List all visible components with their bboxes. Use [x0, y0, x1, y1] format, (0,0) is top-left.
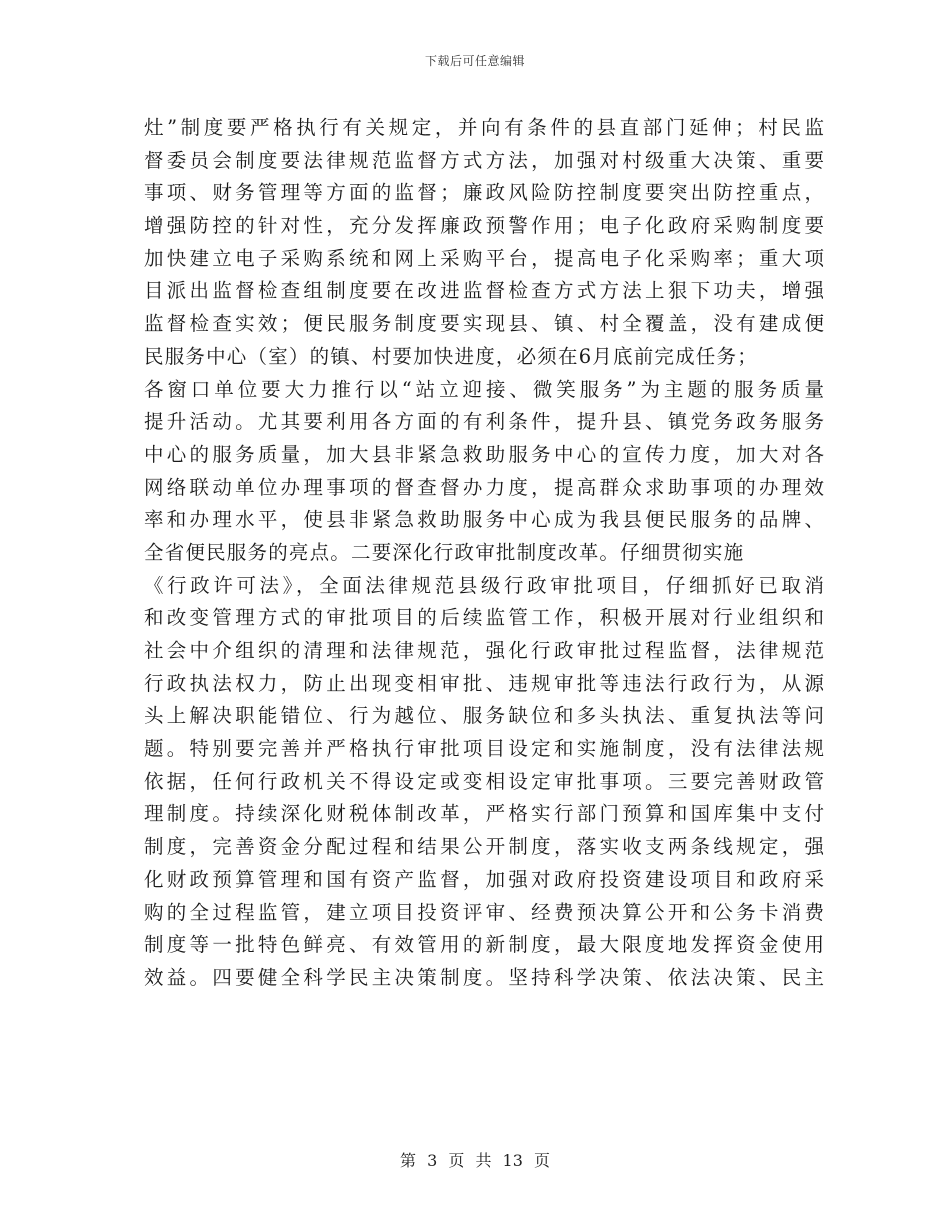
- text-line: 购的全过程监管，建立项目投资评审、经费预决算公开和公务卡消费: [144, 900, 824, 924]
- text-line: 中心的服务质量，加大县非紧急救助服务中心的宣传力度，加大对各: [144, 442, 824, 466]
- text-line: 灶”制度要严格执行有关规定，并向有条件的县直部门延伸；村民监: [144, 116, 824, 139]
- text-line: 效益。四要健全科学民主决策制度。坚持科学决策、依法决策、民主: [144, 965, 824, 989]
- text-line: 督委员会制度要法律规范监督方式方法，加强对村级重大决策、重要: [144, 148, 824, 172]
- text-line: 依据，任何行政机关不得设定或变相设定审批事项。三要完善财政管: [144, 769, 824, 793]
- text-line: 率和办理水平，使县非紧急救助服务中心成为我县便民服务的品牌、: [144, 508, 824, 532]
- text-line: 全省便民服务的亮点。二要深化行政审批制度改革。仔细贯彻实施: [144, 540, 745, 564]
- text-line: 理制度。持续深化财税体制改革，严格实行部门预算和国库集中支付: [144, 802, 824, 826]
- text-line: 头上解决职能错位、行为越位、服务缺位和多头执法、重复执法等问: [144, 704, 824, 728]
- text-line: 监督检查实效；便民服务制度要实现县、镇、村全覆盖，没有建成便: [144, 312, 824, 336]
- text-line: 网络联动单位办理事项的督查督办力度，提高群众求助事项的办理效: [144, 475, 824, 499]
- text-line: 和改变管理方式的审批项目的后续监管工作，积极开展对行业组织和: [144, 606, 824, 630]
- text-line: 制度等一批特色鲜亮、有效管用的新制度，最大限度地发挥资金使用: [144, 933, 824, 957]
- text-line: 各窗口单位要大力推行以“站立迎接、微笑服务”为主题的服务质量: [144, 377, 824, 401]
- text-line: 社会中介组织的清理和法律规范，强化行政审批过程监督，法律规范: [144, 639, 824, 662]
- text-line: 加快建立电子采购系统和网上采购平台，提高电子化采购率；重大项: [144, 246, 824, 270]
- text-line: 增强防控的针对性，充分发挥廉政预警作用；电子化政府采购制度要: [144, 214, 824, 238]
- text-line: 提升活动。尤其要利用各方面的有利条件，提升县、镇党务政务服务: [144, 410, 824, 434]
- text-line: 制度，完善资金分配过程和结果公开制度，落实收支两条线规定，强: [144, 835, 824, 859]
- text-line: 题。特别要完善并严格执行审批项目设定和实施制度，没有法律法规: [144, 737, 824, 761]
- body-text: [144, 112, 824, 995]
- text-line: 化财政预算管理和国有资产监督，加强对政府投资建设项目和政府采: [144, 867, 824, 891]
- page-number-footer: 第 3 页 共 13 页: [400, 1151, 550, 1170]
- text-line: 事项、财务管理等方面的监督；廉政风险防控制度要突出防控重点，: [144, 181, 824, 205]
- text-line: 民服务中心（室）的镇、村要加快进度，必须在6月底前完成任务；: [144, 344, 758, 368]
- text-line: 《行政许可法》，全面法律规范县级行政审批项目，仔细抓好已取消: [144, 573, 824, 597]
- text-line: 目派出监督检查组制度要在改进监督检查方式方法上狠下功夫，增强: [144, 279, 824, 303]
- text-line: 行政执法权力，防止出现变相审批、违规审批等违法行政行为，从源: [144, 671, 824, 695]
- page-header: 下载后可任意编辑: [424, 54, 525, 68]
